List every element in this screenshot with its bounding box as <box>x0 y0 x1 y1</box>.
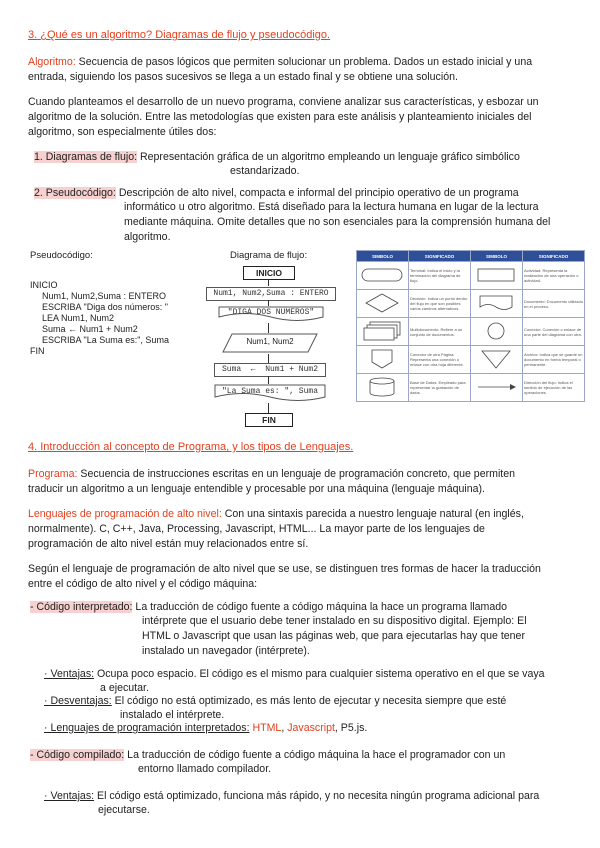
section4-number: 4. <box>28 441 38 453</box>
flow-output1-shape <box>218 306 324 322</box>
section3-heading <box>28 28 330 43</box>
pseudocode-title: Pseudocódigo: <box>30 250 93 261</box>
algoritmo-definition: Algoritmo: Secuencia de pasos lógicos que permiten solucionar un problema. Dados un estado inicial y una entrada, siguiendo los pasos sucesivos se llega a un estado final y se obtiene una solución. <box>28 56 533 83</box>
pseudocode-block <box>30 280 169 357</box>
connector-icon <box>472 320 520 342</box>
lenguajes-definition: Lenguajes de programación de alto nivel: Con una sintaxis parecida a nuestro lenguaje natural (en inglés, normalmente). C, C++, Java, Processing, Javascript, HTML... La mayor parte de los lenguajes de programación de alto nivel están muy relacionados entre sí. <box>28 508 524 550</box>
item-diagramas: 1. Diagramas de flujo: Representación gráfica de un algoritmo empleando un lenguaje gráfico simbólico <box>34 151 520 163</box>
section4-heading <box>28 440 353 455</box>
section3-number: 3. <box>28 29 38 41</box>
pseudocode-line: LEA Num1, Num2 <box>42 313 115 323</box>
table-row: Terminal: Indica el inicio y la terminación del diagrama de flujo. Actividad: Representa la realización de una operación o actividad. <box>357 262 585 290</box>
forms-paragraph: Según el lenguaje de programación de alto nivel que se use, se distinguen tres formas de hacer la traducción entre el código de alto nivel y el código máquina: <box>28 563 541 590</box>
comp-label: - Código compilado: <box>30 749 125 761</box>
section4-title: Introducción al concepto de Programa, y los tipos de Lenguajes. <box>40 441 354 453</box>
item2-label: 2. Pseudocódigo: <box>34 187 116 199</box>
file-icon <box>472 348 520 370</box>
database-icon <box>358 376 406 398</box>
interp-lenguajes: · Lenguajes de programación interpretados: HTML, Javascript, P5.js. <box>44 722 368 734</box>
flow-input: Num1, Num2 <box>222 333 318 353</box>
table-row: Conector de otra Página: Representa una conexión o enlace con otra hoja diferente. Archivo: Indica que se guarde un documento en forma temporal o permanente. <box>357 346 585 374</box>
pseudocode-line: FIN <box>30 346 45 356</box>
intro-paragraph: Cuando planteamos el desarrollo de un nuevo programa, conviene analizar sus características, y esbozar un algoritmo de la solución. Entre las metodologías que existen para este análisis y planteamiento iniciales del algoritmo, son especialmente útiles dos: <box>28 96 539 138</box>
flow-start: INICIO <box>243 266 295 280</box>
algoritmo-term: Algoritmo: <box>28 56 76 68</box>
comp-ventajas: · Ventajas: El código está optimizado, funciona más rápido, y no necesita ningún programa adicional para <box>44 790 540 802</box>
interp-desventajas: · Desventajas: El código no está optimizado, es más lento de ejecutar y necesita siempre que esté <box>44 695 507 707</box>
programa-definition: Programa: Secuencia de instrucciones escritas en un lenguaje de programación concreto, que permiten traducir un algoritmo a un lenguaje entendible y procesable por una máquina (lenguaje máquina). <box>28 468 516 495</box>
multidocument-icon <box>358 320 406 342</box>
flow-declaration: Num1, Num2,Suma : ENTERO <box>206 287 336 301</box>
codigo-compilado: - Código compilado: La traducción de código fuente a código máquina la hace el programador con un <box>30 749 506 761</box>
flow-output2: "La Suma es: ", Suma <box>221 387 318 396</box>
flow-output2-shape <box>214 384 326 402</box>
pseudocode-line: ESCRIBA "La Suma es:", Suma <box>42 335 169 345</box>
programa-term: Programa: <box>28 468 78 480</box>
decision-icon <box>358 292 406 314</box>
interp-label: - Código interpretado: <box>30 601 133 613</box>
activity-icon <box>472 266 520 284</box>
pseudocode-line: ESCRIBA "Diga dos números: " <box>42 302 168 312</box>
codigo-interpretado: - Código interpretado: La traducción de código fuente a código máquina la hace un programa llamado <box>30 601 508 613</box>
pseudocode-line: INICIO <box>30 280 58 290</box>
flow-output1: "DIGA DOS NUMEROS" <box>227 308 315 317</box>
flow-arrow-icon <box>472 376 520 398</box>
terminal-icon <box>358 266 406 284</box>
pseudocode-line: Suma ← Num1 + Num2 <box>42 324 138 334</box>
section3-title: ¿Qué es un algoritmo? Diagramas de flujo y pseudocódigo. <box>40 29 331 41</box>
table-row: Decisión: Indica un punto dentro del flujo en que son posibles varios caminos alternativos. Documento: Documento utilizado en el proceso. <box>357 290 585 318</box>
document-icon <box>472 293 520 313</box>
interp-ventajas: · Ventajas: Ocupa poco espacio. El código es el mismo para cualquier sistema operativo en el que se vaya <box>44 668 545 680</box>
table-row: Base de Datos: Empleado para representar la grabación de datos. Dirección del flujo: Indica el sentido de ejecución de las operaciones. <box>357 374 585 402</box>
item-pseudocodigo: 2. Pseudocódigo: Descripción de alto nivel, compacta e informal del principio operativo de un programa <box>34 187 519 199</box>
pseudocode-line: Num1, Num2,Suma : ENTERO <box>42 291 167 301</box>
symbols-table <box>356 250 584 402</box>
flowchart-title: Diagrama de flujo: <box>230 250 308 261</box>
table-row: Multidocumento: Refiere a un conjunto de documentos. Conector: Conexión o enlace de una parte del diagrama con otra. <box>357 318 585 346</box>
item1-label: 1. Diagramas de flujo: <box>34 151 138 163</box>
flow-process: Suma ← Num1 + Num2 <box>214 363 326 377</box>
lenguajes-term: Lenguajes de programación de alto nivel: <box>28 508 222 520</box>
page-connector-icon <box>358 348 406 370</box>
flow-end: FIN <box>245 413 293 427</box>
left-arrow-icon: ← <box>250 365 256 374</box>
symbols-table-header: SIMBOLO SIGNIFICADO SIMBOLO SIGNIFICADO <box>357 251 585 262</box>
